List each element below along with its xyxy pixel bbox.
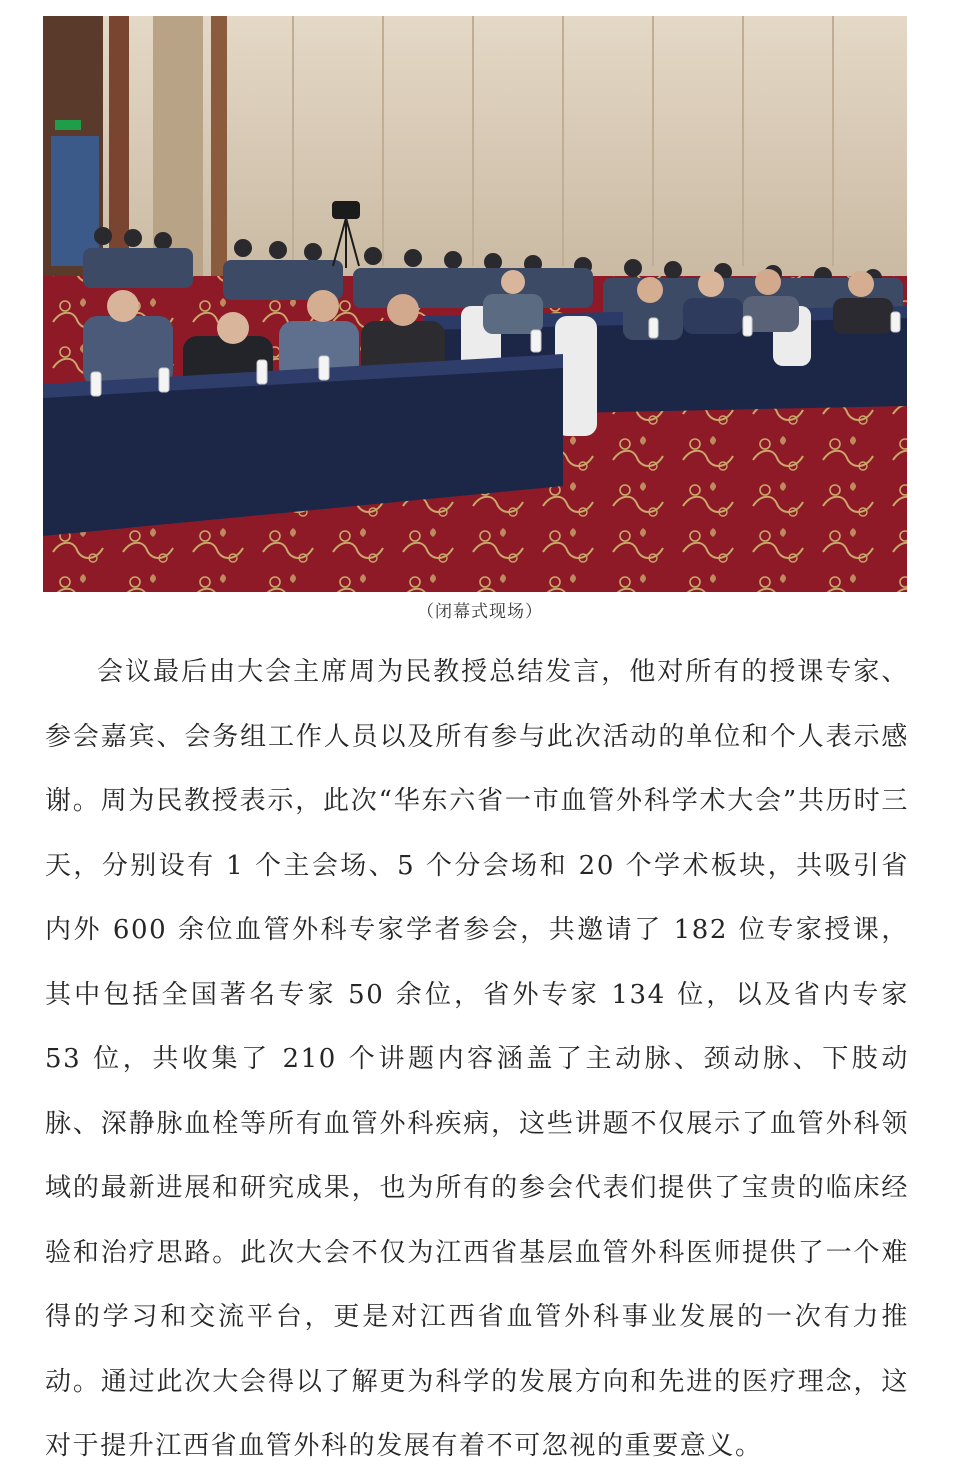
photo-caption: （闭幕式现场） [417,602,543,622]
conference-scene-illustration [43,16,907,592]
article-body [45,640,909,1479]
article-paragraph: 会议最后由大会主席周为民教授总结发言，他对所有的授课专家、参会嘉宾、会务组工作人员以及所有参与此次活动的单位和个人表示感谢。周为民教授表示，此次“华东六省一市血管外科学术大会”共历时三天，分别设有 1 个主会场、5 个分会场和 20 个学术板块，共吸引省内外 600 余位血管外科专家学者参会，共邀请了 182 位专家授课，其中包括全国著名专家 50 余位，省外专家 134 位，以及省内专家 53 位，共收集了 210 个讲题内容涵盖了主动脉、颈动脉、下肢动脉、深静脉血栓等所有血管外科疾病，这些讲题不仅展示了血管外科领域的最新进展和研究成果，也为所有的参会代表们提供了宝贵的临床经验和治疗思路。此次大会不仅为江西省基层血管外科医师提供了一个难得的学习和交流平台，更是对江西省血管外科事业发展的一次有力推动。通过此次大会得以了解更为科学的发展方向和先进的医疗理念，这对于提升江西省血管外科的发展有着不可忽视的重要意义。 [45,657,909,1461]
conference-photo [43,16,907,592]
